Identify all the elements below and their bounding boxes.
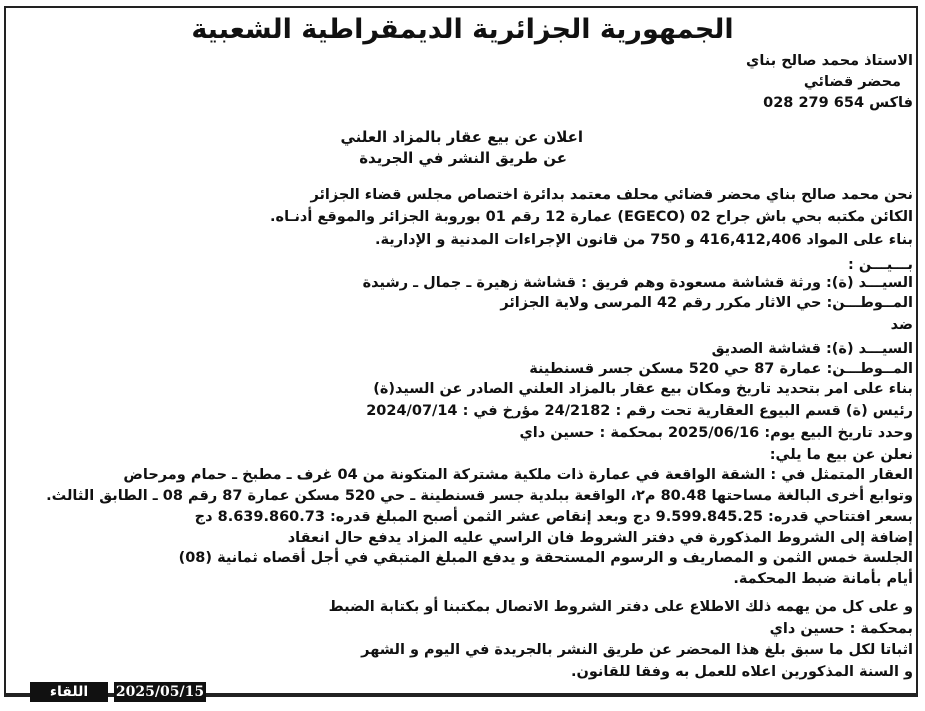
- notice-title-2: عن طريق النشر في الجريدة: [359, 149, 567, 167]
- body-line: رئيس (ة) قسم البيوع العقارية تحت رقم : 24/2182 مؤرخ في : 2024/07/14: [366, 403, 913, 419]
- body-line: وتوابع أخرى البالغة مساحتها 80.48 م٢، الواقعة ببلدية جسر قسنطينة ـ حي 520 مسكن عمارة 87 رقم 08 ـ الطابق الثالث.: [46, 488, 913, 504]
- body-line: بناء على المواد 416,412,406 و 750 من قانون الإجراءات المدنية و الإدارية.: [375, 232, 913, 248]
- body-line: بناء على امر بتحديد تاريخ ومكان بيع عقار بالمزاد العلني الصادر عن السيد(ة): [373, 381, 913, 397]
- body-line: الجلسة خمس الثمن و المصاريف و الرسوم المستحقة و يدفع المبلغ المتبقي في أجل أقصاه ثمانية (08): [178, 550, 913, 566]
- body-line: و على كل من يهمه ذلك الاطلاع على دفتر الشروط الاتصال بمكتبنا أو بكتابة الضبط: [328, 599, 913, 615]
- body-line: السيـــد (ة): قشاشة الصديق: [711, 341, 913, 357]
- body-line: إضافة إلى الشروط المذكورة في دفتر الشروط فان الراسي عليه المزاد يدفع حال انعقاد: [287, 530, 913, 546]
- notice-title-1: اعلان عن بيع عقار بالمزاد العلني: [340, 128, 583, 146]
- bailiff-office: محضر قضائي: [803, 74, 901, 90]
- republic-title: الجمهورية الجزائرية الديمقراطية الشعبية: [191, 14, 734, 45]
- body-line: المــوطـــن: حي الاثار مكرر رقم 42 المرسى ولاية الجزائر: [500, 295, 913, 311]
- body-line: و السنة المذكورين اعلاه للعمل به وفقا للقانون.: [570, 664, 913, 680]
- fax-number: فاكس 654 279 028: [763, 95, 913, 111]
- body-line: المــوطـــن: عمارة 87 حي 520 مسكن جسر قسنطينة: [529, 361, 913, 377]
- body-line: ضد: [890, 317, 913, 333]
- body-line: بسعر افتتاحي قدره: 9.599.845.25 دج وبعد إنقاص عشر الثمن أصبح المبلغ قدره: 8.639.860.73 دج: [194, 509, 913, 525]
- body-line: بمحكمة : حسين داي: [769, 621, 913, 637]
- body-line: بـــيـــن :: [848, 257, 913, 273]
- bailiff-name: الاستاذ محمد صالح بناي: [746, 53, 913, 69]
- body-line: العقار المتمثل في : الشقة الواقعة في عمارة ذات ملكية مشتركة المتكونة من 04 غرف ـ مطبخ ـ حمام ومرحاض: [123, 467, 913, 483]
- body-line: نعلن عن بيع ما يلي:: [769, 447, 913, 463]
- body-line: السيـــد (ة): ورثة قشاشة مسعودة وهم فريق : قشاشة زهيرة ـ جمال ـ رشيدة: [362, 275, 913, 291]
- body-line: الكائن مكتبه بحي باش جراح 02 (EGECO) عمارة 12 رقم 01 بوروبة الجزائر والموقع أدنـاه.: [270, 209, 913, 225]
- publication-date: 2025/05/15: [115, 684, 205, 700]
- body-line: نحن محمد صالح بناي محضر قضائي محلف معتمد بدائرة اختصاص مجلس قضاء الجزائر: [310, 187, 913, 203]
- body-line: اثباتا لكل ما سبق بلغ هذا المحضر عن طريق النشر بالجريدة في اليوم و الشهر: [361, 642, 913, 658]
- newspaper-name: اللقاء: [30, 682, 108, 702]
- body-line: أيام بأمانة ضبط المحكمة.: [733, 571, 913, 587]
- body-line: وحدد تاريخ البيع يوم: 2025/06/16 بمحكمة : حسين داي: [519, 425, 913, 441]
